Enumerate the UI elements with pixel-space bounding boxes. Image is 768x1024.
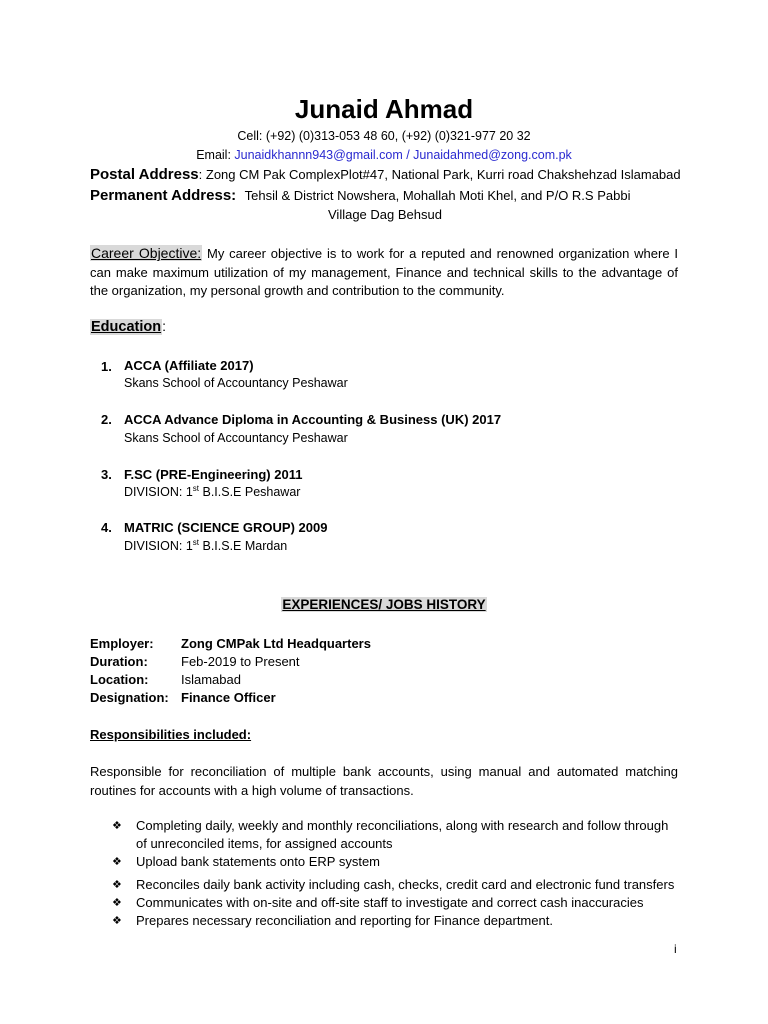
experience-heading xyxy=(0,596,768,614)
education-item-number: 3. xyxy=(101,467,112,482)
permanent-address xyxy=(90,187,630,205)
cell-numbers: Cell: (+92) (0)313-053 48 60, (+92) (0)321-977 20 32 xyxy=(237,129,531,143)
diamond-bullet-icon: ❖ xyxy=(112,820,122,832)
diamond-bullet-icon: ❖ xyxy=(112,915,122,927)
education-heading xyxy=(90,318,166,336)
responsibility-item: Communicates with on-site and off-site staff to investigate and correct cash inaccuracies xyxy=(136,895,644,910)
designation-value: Finance Officer xyxy=(181,690,276,705)
diamond-bullet-icon: ❖ xyxy=(112,879,122,891)
email-links[interactable]: Junaidkhannn943@gmail.com / Junaidahmed@zong.com.pk xyxy=(234,148,572,162)
responsibility-item: Upload bank statements onto ERP system xyxy=(136,854,380,869)
career-objective-label: Career Objective: xyxy=(91,245,202,261)
education-item xyxy=(101,358,112,376)
division-prefix: DIVISION: 1 xyxy=(124,539,193,553)
diamond-bullet-icon: ❖ xyxy=(112,897,122,909)
duration-label: Duration: xyxy=(90,654,148,669)
education-item-title: ACCA Advance Diploma in Accounting & Business (UK) 2017 xyxy=(124,412,502,427)
duration-value: Feb-2019 to Present xyxy=(181,654,300,669)
postal-address-label: Postal Address xyxy=(90,166,199,183)
responsibility-item: Reconciles daily bank activity including cash, checks, credit card and electronic fund transfers xyxy=(136,877,675,892)
diamond-bullet-icon: ❖ xyxy=(112,856,122,868)
postal-address xyxy=(90,166,681,184)
responsibility-item: Prepares necessary reconciliation and reporting for Finance department. xyxy=(136,913,553,928)
education-item-title: ACCA (Affiliate 2017) xyxy=(124,358,254,373)
experience-heading-text: EXPERIENCES/ JOBS HISTORY xyxy=(282,597,486,612)
employer-label: Employer: xyxy=(90,636,154,651)
division-board: B.I.S.E Mardan xyxy=(199,539,288,553)
education-item-number: 4. xyxy=(101,520,112,535)
permanent-address-line1: Tehsil & District Nowshera, Mohallah Moti Khel, and P/O R.S Pabbi xyxy=(244,188,631,203)
responsibilities-heading: Responsibilities included: xyxy=(90,727,252,742)
education-item-institution: Skans School of Accountancy Peshawar xyxy=(124,376,348,390)
division-prefix: DIVISION: 1 xyxy=(124,485,193,499)
email-label: Email: xyxy=(196,148,235,162)
division-superscript: st xyxy=(192,537,200,547)
division-board: B.I.S.E Peshawar xyxy=(199,485,301,499)
email-line xyxy=(0,148,768,162)
location-label: Location: xyxy=(90,672,149,687)
permanent-address-colon: : xyxy=(231,187,237,204)
permanent-address-line2: Village Dag Behsud xyxy=(328,207,442,222)
education-item-number: 2. xyxy=(101,412,112,427)
designation-label: Designation: xyxy=(90,690,169,705)
career-objective-text: My career objective is to work for a reputed and renowned organization where I can make maximum utilization of my management, Finance and technical skills to the advantage of the organization, my personal growth and contribution to the community. xyxy=(90,246,678,298)
page-number: i xyxy=(674,942,677,956)
education-item-title: MATRIC (SCIENCE GROUP) 2009 xyxy=(124,520,328,535)
education-item-institution: Skans School of Accountancy Peshawar xyxy=(124,431,348,445)
division-superscript: st xyxy=(192,483,200,493)
responsibility-item: Completing daily, weekly and monthly reconciliations, along with research and follow through of unreconciled items, for assigned accounts xyxy=(136,818,669,851)
permanent-address-label: Permanent Address xyxy=(90,187,232,204)
education-item-division xyxy=(124,539,287,553)
location-value: Islamabad xyxy=(181,672,241,687)
candidate-name: Junaid Ahmad xyxy=(294,94,474,124)
education-colon: : xyxy=(162,318,166,334)
responsibilities-intro: Responsible for reconciliation of multiple bank accounts, using manual and automated matching routines for accounts with a high volume of transactions. xyxy=(90,764,678,798)
education-item-number: 1. xyxy=(101,359,112,374)
employer-value: Zong CMPak Ltd Headquarters xyxy=(181,636,371,651)
education-item-title: F.SC (PRE-Engineering) 2011 xyxy=(124,467,303,482)
postal-address-value: : Zong CM Pak ComplexPlot#47, National Park, Kurri road Chakshehzad Islamabad xyxy=(198,167,681,182)
education-label: Education xyxy=(91,319,162,335)
career-objective xyxy=(90,244,678,301)
education-item-division xyxy=(124,485,300,499)
